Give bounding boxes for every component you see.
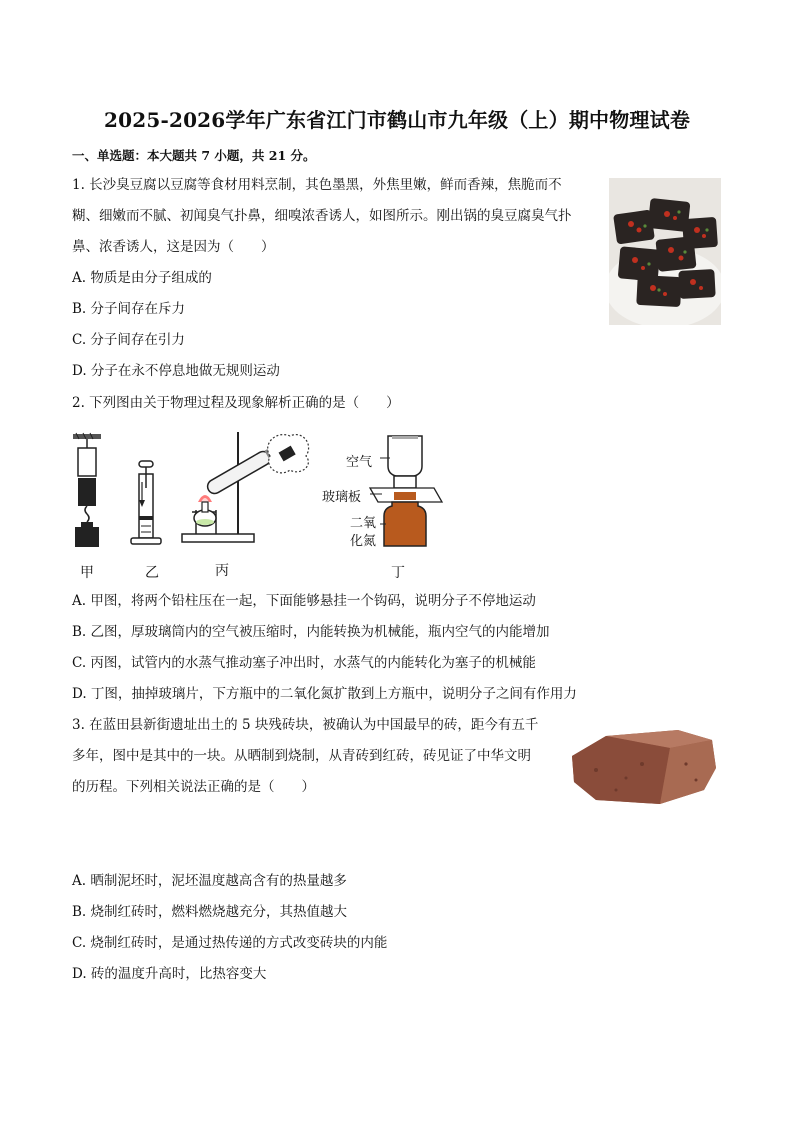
- section-heading: 一、单选题：本大题共 7 小题，共 21 分。: [72, 148, 316, 163]
- q2-option-b[interactable]: B. 乙图，厚玻璃筒内的空气被压缩时，内能转换为机械能，瓶内空气的内能增加: [72, 624, 550, 640]
- ancient-brick-image: [566, 720, 721, 812]
- q3-option-c[interactable]: C. 烧制红砖时，是通过热传递的方式改变砖块的内能: [72, 935, 388, 951]
- q1-line-1: 1. 长沙臭豆腐以豆腐等食材用料烹制，其色墨黑，外焦里嫩，鲜而香辣，焦脆而不: [72, 177, 562, 193]
- figure-yi-compression-cylinder: [128, 458, 164, 550]
- figure-label-jia: 甲: [80, 565, 94, 581]
- q2-option-c[interactable]: C. 丙图，试管内的水蒸气推动塞子冲出时，水蒸气的内能转化为塞子的机械能: [72, 655, 536, 671]
- q1-option-d[interactable]: D. 分子在永不停息地做无规则运动: [72, 363, 280, 379]
- label-glass-plate: 玻璃板: [322, 490, 362, 505]
- q3-line-1: 3. 在蓝田县新街遗址出土的 5 块残砖块，被确认为中国最早的砖，距今有五千: [72, 717, 539, 733]
- q3-option-a[interactable]: A. 晒制泥坯时，泥坯温度越高含有的热量越多: [72, 873, 347, 889]
- figure-bing-test-tube: [178, 428, 314, 550]
- q3-option-d[interactable]: D. 砖的温度升高时，比热容变大: [72, 966, 267, 982]
- label-gas-2: 化氮: [350, 534, 377, 549]
- q1-line-2: 糊、细嫩而不腻、初闻臭气扑鼻，细嗅浓香诱人，如图所示。刚出锅的臭豆腐臭气扑: [72, 208, 572, 224]
- q1-option-c[interactable]: C. 分子间存在引力: [72, 332, 185, 348]
- q1-option-a[interactable]: A. 物质是由分子组成的: [72, 270, 212, 286]
- figure-label-ding: 丁: [391, 565, 405, 581]
- page-title: 2025-2026学年广东省江门市鹤山市九年级（上）期中物理试卷: [103, 108, 691, 132]
- q3-line-3: 的历程。下列相关说法正确的是（ ）: [72, 779, 315, 795]
- q1-line-3: 鼻、浓香诱人，这是因为（ ）: [72, 239, 275, 255]
- figure-jia-lead-cylinders: [70, 432, 104, 550]
- q3-line-2: 多年，图中是其中的一块。从晒制到烧制，从青砖到红砖，砖见证了中华文明: [72, 748, 531, 764]
- figure-label-yi: 乙: [145, 565, 159, 581]
- q2-option-d[interactable]: D. 丁图，抽掉玻璃片，下方瓶中的二氧化氮扩散到上方瓶中，说明分子之间有作用力: [72, 686, 577, 702]
- label-air: 空气: [346, 455, 373, 470]
- q1-option-b[interactable]: B. 分子间存在斥力: [72, 301, 186, 317]
- stinky-tofu-image: [609, 178, 721, 325]
- figure-label-bing: 丙: [215, 563, 229, 579]
- q2-option-a[interactable]: A. 甲图，将两个铅柱压在一起，下面能够悬挂一个钩码，说明分子不停地运动: [72, 593, 536, 609]
- q3-option-b[interactable]: B. 烧制红砖时，燃料燃烧越充分，其热值越大: [72, 904, 348, 920]
- label-gas-1: 二氧: [350, 516, 377, 531]
- q2-stem: 2. 下列图由关于物理过程及现象解析正确的是（ ）: [72, 395, 400, 411]
